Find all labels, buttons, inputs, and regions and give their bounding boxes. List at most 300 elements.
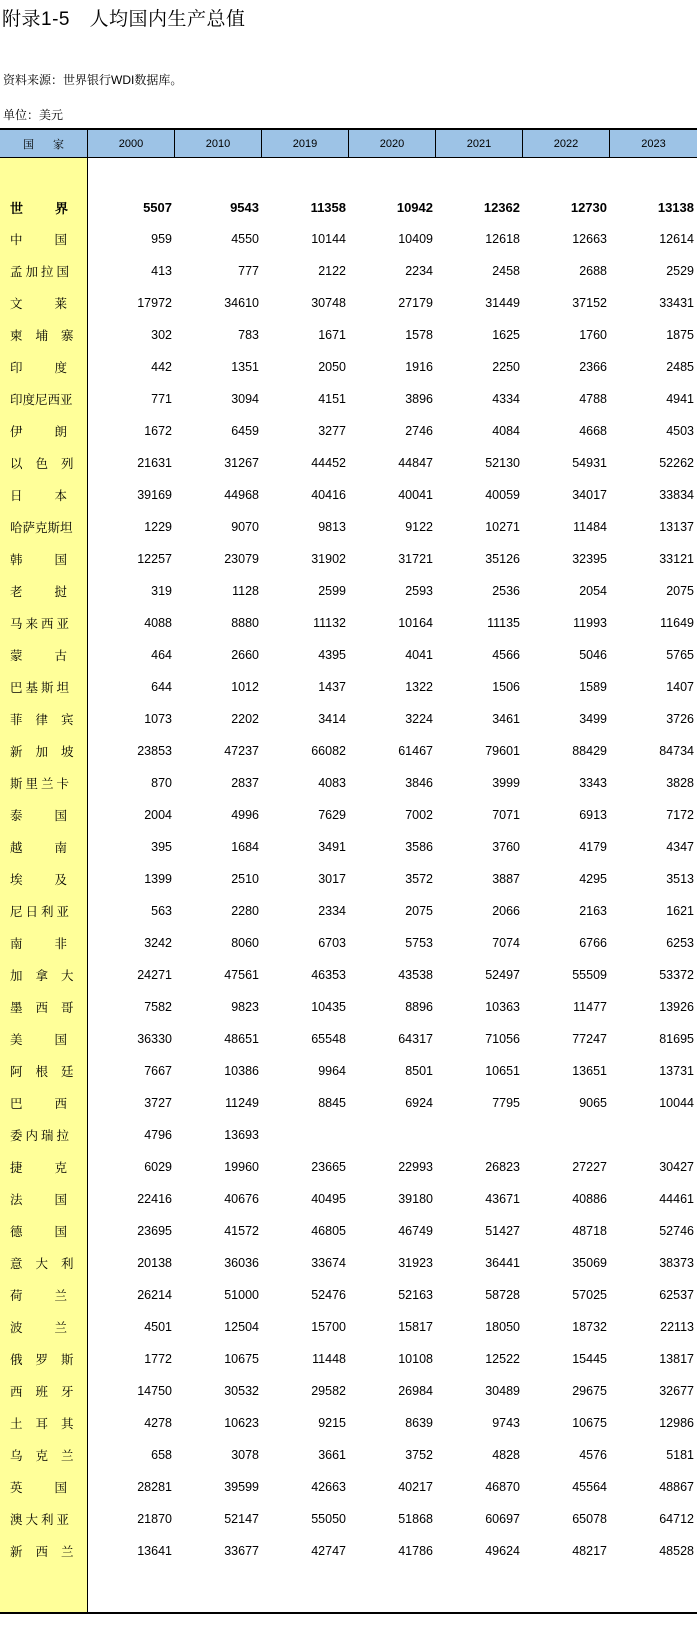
gdp-value-cell: 4996: [231, 808, 259, 822]
header-year: 2020: [349, 130, 436, 157]
gdp-value-cell: 31267: [224, 456, 259, 470]
gdp-value-cell: 30532: [224, 1384, 259, 1398]
table-row: [0, 1247, 697, 1279]
page-title: 附录1-5 人均国内生产总值: [2, 9, 246, 30]
gdp-value-cell: 1589: [579, 680, 607, 694]
gdp-value-cell: 783: [238, 328, 259, 342]
gdp-value-cell: 1351: [231, 360, 259, 374]
gdp-value-cell: 10651: [485, 1064, 520, 1078]
gdp-value-cell: 3999: [492, 776, 520, 790]
gdp-value-cell: 64317: [398, 1032, 433, 1046]
gdp-value-cell: 12504: [224, 1320, 259, 1334]
gdp-value-cell: 6913: [579, 808, 607, 822]
gdp-value-cell: 7667: [144, 1064, 172, 1078]
country-name: 波兰: [10, 1321, 100, 1335]
table-row: [0, 1151, 697, 1183]
gdp-value-cell: 52163: [398, 1288, 433, 1302]
gdp-value-cell: 2660: [231, 648, 259, 662]
gdp-value-cell: 15817: [398, 1320, 433, 1334]
gdp-value-cell: 7795: [492, 1096, 520, 1110]
gdp-value-cell: 11649: [660, 616, 694, 630]
gdp-value-cell: 10044: [659, 1096, 694, 1110]
country-name: 世界: [10, 200, 101, 216]
gdp-value-cell: 2366: [579, 360, 607, 374]
table-row: [0, 479, 697, 511]
gdp-value-cell: 4179: [579, 840, 607, 854]
table-row: [0, 1535, 697, 1567]
gdp-value-cell: 2529: [666, 264, 694, 278]
gdp-value-cell: 10942: [396, 199, 433, 215]
gdp-value-cell: 33834: [659, 488, 694, 502]
gdp-value-cell: 30489: [485, 1384, 520, 1398]
gdp-value-cell: 39169: [137, 488, 172, 502]
gdp-value-cell: 55509: [572, 968, 607, 982]
gdp-value-cell: 1875: [666, 328, 694, 342]
gdp-value-cell: 88429: [572, 744, 607, 758]
gdp-value-cell: 18050: [485, 1320, 520, 1334]
gdp-value-cell: 48217: [572, 1544, 607, 1558]
gdp-value-cell: 41786: [398, 1544, 433, 1558]
gdp-value-cell: 32677: [659, 1384, 694, 1398]
gdp-value-cell: 1322: [405, 680, 433, 694]
gdp-value-cell: 22113: [660, 1320, 694, 1334]
country-name: 西班牙: [10, 1385, 87, 1399]
table-row: [0, 1503, 697, 1535]
country-name: 意大利: [10, 1257, 87, 1271]
gdp-value-cell: 40059: [485, 488, 520, 502]
table-row: [0, 863, 697, 895]
gdp-value-cell: 870: [151, 776, 172, 790]
gdp-value-cell: 5765: [666, 648, 694, 662]
table-row: [0, 1087, 697, 1119]
gdp-value-cell: 65548: [311, 1032, 346, 1046]
gdp-value-cell: 29675: [572, 1384, 607, 1398]
gdp-value-cell: 7582: [144, 1000, 172, 1014]
gdp-value-cell: 3661: [318, 1448, 346, 1462]
table-row: [0, 1119, 697, 1151]
gdp-value-cell: 2122: [318, 264, 346, 278]
country-name: 英国: [10, 1481, 100, 1495]
gdp-value-cell: 40676: [224, 1192, 259, 1206]
gdp-value-cell: 12522: [485, 1352, 520, 1366]
gdp-value-cell: 3572: [405, 872, 433, 886]
gdp-value-cell: 2066: [492, 904, 520, 918]
gdp-value-cell: 47561: [224, 968, 259, 982]
gdp-per-capita-table: [0, 128, 697, 1567]
country-name: 捷克: [10, 1161, 100, 1175]
gdp-value-cell: 28281: [137, 1480, 172, 1494]
country-name: 澳大利亚: [10, 1513, 73, 1527]
gdp-value-cell: 2510: [231, 872, 259, 886]
table-row: [0, 1311, 697, 1343]
gdp-value-cell: 17972: [137, 296, 172, 310]
gdp-value-cell: 12618: [485, 232, 520, 246]
country-name: 法国: [10, 1193, 100, 1207]
gdp-value-cell: 2004: [144, 808, 172, 822]
gdp-value-cell: 1625: [492, 328, 520, 342]
gdp-value-cell: 10164: [398, 616, 433, 630]
gdp-value-cell: 27227: [572, 1160, 607, 1174]
gdp-value-cell: 3828: [666, 776, 694, 790]
gdp-value-cell: 6924: [405, 1096, 433, 1110]
country-name: 斯里兰卡: [10, 777, 73, 791]
gdp-value-cell: 36330: [137, 1032, 172, 1046]
table-row: [0, 927, 697, 959]
country-name: 蒙古: [10, 649, 100, 663]
gdp-value-cell: 47237: [224, 744, 259, 758]
gdp-value-cell: 13693: [224, 1128, 259, 1142]
gdp-value-cell: 1760: [579, 328, 607, 342]
gdp-value-cell: 6766: [579, 936, 607, 950]
table-row: [0, 1215, 697, 1247]
gdp-value-cell: 319: [151, 584, 172, 598]
gdp-value-cell: 52497: [485, 968, 520, 982]
gdp-value-cell: 3752: [405, 1448, 433, 1462]
gdp-value-cell: 2593: [405, 584, 433, 598]
gdp-value-cell: 2075: [405, 904, 433, 918]
gdp-value-cell: 32395: [572, 552, 607, 566]
table-row: [0, 1343, 697, 1375]
data-source-note: 资料来源：世界银行WDI数据库。: [3, 73, 183, 87]
table-row: [0, 319, 697, 351]
gdp-value-cell: 52130: [485, 456, 520, 470]
gdp-value-cell: 10386: [224, 1064, 259, 1078]
gdp-value-cell: 13641: [137, 1544, 172, 1558]
gdp-value-cell: 1671: [318, 328, 346, 342]
gdp-value-cell: 44461: [659, 1192, 694, 1206]
gdp-value-cell: 18732: [572, 1320, 607, 1334]
table-row: [0, 287, 697, 319]
gdp-value-cell: 2334: [318, 904, 346, 918]
country-name: 韩国: [10, 553, 100, 567]
gdp-value-cell: 771: [151, 392, 172, 406]
gdp-value-cell: 71056: [485, 1032, 520, 1046]
gdp-value-cell: 959: [151, 232, 172, 246]
gdp-value-cell: 3513: [666, 872, 694, 886]
gdp-value-cell: 40041: [398, 488, 433, 502]
country-name: 加拿大: [10, 969, 87, 983]
gdp-value-cell: 3343: [579, 776, 607, 790]
gdp-value-cell: 9122: [405, 520, 433, 534]
gdp-value-cell: 33674: [311, 1256, 346, 1270]
gdp-value-cell: 43671: [485, 1192, 520, 1206]
gdp-value-cell: 33121: [659, 552, 694, 566]
gdp-value-cell: 4503: [666, 424, 694, 438]
gdp-value-cell: 20138: [137, 1256, 172, 1270]
table-row: [0, 1375, 697, 1407]
table-row: [0, 1055, 697, 1087]
country-name: 巴西: [10, 1097, 100, 1111]
gdp-value-cell: 37152: [572, 296, 607, 310]
gdp-value-cell: 413: [151, 264, 172, 278]
gdp-value-cell: 563: [151, 904, 172, 918]
table-body: [0, 158, 697, 1567]
gdp-value-cell: 4550: [231, 232, 259, 246]
table-row: [0, 799, 697, 831]
gdp-value-cell: 44968: [224, 488, 259, 502]
gdp-value-cell: 58728: [485, 1288, 520, 1302]
gdp-value-cell: 9743: [492, 1416, 520, 1430]
gdp-value-cell: 62537: [659, 1288, 694, 1302]
gdp-value-cell: 12986: [659, 1416, 694, 1430]
gdp-value-cell: 13926: [659, 1000, 694, 1014]
gdp-value-cell: 54931: [572, 456, 607, 470]
gdp-value-cell: 3499: [579, 712, 607, 726]
gdp-value-cell: 9543: [230, 199, 259, 215]
country-name: 印度尼西亚: [10, 393, 73, 407]
gdp-value-cell: 48867: [659, 1480, 694, 1494]
gdp-value-cell: 29582: [311, 1384, 346, 1398]
gdp-value-cell: 395: [151, 840, 172, 854]
table-row: [0, 447, 697, 479]
country-name: 委内瑞拉: [10, 1129, 73, 1143]
gdp-value-cell: 13651: [572, 1064, 607, 1078]
gdp-value-cell: 46870: [485, 1480, 520, 1494]
gdp-value-cell: 1128: [232, 584, 259, 598]
gdp-value-cell: 14750: [137, 1384, 172, 1398]
gdp-value-cell: 2688: [579, 264, 607, 278]
gdp-value-cell: 4041: [405, 648, 433, 662]
gdp-value-cell: 13138: [657, 199, 694, 215]
table-row: [0, 1439, 697, 1471]
header-year: 2010: [175, 130, 262, 157]
gdp-value-cell: 11358: [310, 199, 346, 215]
gdp-value-cell: 46353: [311, 968, 346, 982]
header-year: 2021: [436, 130, 523, 157]
gdp-value-cell: 42663: [311, 1480, 346, 1494]
gdp-value-cell: 10675: [572, 1416, 607, 1430]
gdp-value-cell: 8639: [405, 1416, 433, 1430]
gdp-value-cell: 644: [151, 680, 172, 694]
country-name: 中国: [10, 233, 100, 247]
gdp-value-cell: 31923: [398, 1256, 433, 1270]
gdp-value-cell: 2280: [231, 904, 259, 918]
country-name: 尼日利亚: [10, 905, 73, 919]
gdp-value-cell: 4334: [492, 392, 520, 406]
gdp-value-cell: 4668: [579, 424, 607, 438]
gdp-value-cell: 2458: [492, 264, 520, 278]
gdp-value-cell: 10675: [224, 1352, 259, 1366]
gdp-value-cell: 23665: [311, 1160, 346, 1174]
gdp-value-cell: 7629: [318, 808, 346, 822]
header-year: 2019: [262, 130, 349, 157]
gdp-value-cell: 52147: [224, 1512, 259, 1526]
gdp-value-cell: 3586: [405, 840, 433, 854]
gdp-value-cell: 12730: [570, 199, 607, 215]
gdp-value-cell: 57025: [572, 1288, 607, 1302]
table-row: [0, 383, 697, 415]
gdp-value-cell: 9215: [318, 1416, 346, 1430]
gdp-value-cell: 51868: [398, 1512, 433, 1526]
gdp-value-cell: 5046: [579, 648, 607, 662]
country-name: 土耳其: [10, 1417, 87, 1431]
gdp-value-cell: 464: [151, 648, 172, 662]
gdp-value-cell: 3896: [405, 392, 433, 406]
header-country: 国 家: [0, 130, 88, 157]
country-name: 日本: [10, 489, 100, 503]
gdp-value-cell: 4295: [579, 872, 607, 886]
gdp-value-cell: 11135: [487, 616, 520, 630]
gdp-value-cell: 1684: [231, 840, 259, 854]
gdp-value-cell: 3242: [144, 936, 172, 950]
gdp-value-cell: 1399: [144, 872, 172, 886]
gdp-value-cell: 19960: [224, 1160, 259, 1174]
gdp-value-cell: 22993: [398, 1160, 433, 1174]
gdp-value-cell: 2599: [318, 584, 346, 598]
gdp-value-cell: 45564: [572, 1480, 607, 1494]
gdp-value-cell: 3491: [318, 840, 346, 854]
table-row: [0, 543, 697, 575]
country-name: 伊朗: [10, 425, 100, 439]
table-row: [0, 351, 697, 383]
gdp-value-cell: 10435: [311, 1000, 346, 1014]
country-name: 哈萨克斯坦: [10, 521, 73, 535]
gdp-value-cell: 34017: [572, 488, 607, 502]
gdp-value-cell: 11132: [313, 616, 346, 630]
table-row: [0, 607, 697, 639]
gdp-value-cell: 7074: [492, 936, 520, 950]
gdp-value-cell: 40495: [311, 1192, 346, 1206]
gdp-value-cell: 12663: [572, 232, 607, 246]
gdp-value-cell: 11249: [225, 1096, 259, 1110]
gdp-value-cell: 4501: [144, 1320, 172, 1334]
gdp-value-cell: 4084: [492, 424, 520, 438]
gdp-value-cell: 11484: [573, 520, 607, 534]
gdp-value-cell: 10363: [485, 1000, 520, 1014]
table-row: [0, 1183, 697, 1215]
gdp-value-cell: 3414: [318, 712, 346, 726]
gdp-value-cell: 77247: [572, 1032, 607, 1046]
gdp-value-cell: 1772: [144, 1352, 172, 1366]
gdp-value-cell: 6029: [144, 1160, 172, 1174]
gdp-value-cell: 4083: [318, 776, 346, 790]
country-name: 以色列: [10, 457, 87, 471]
gdp-value-cell: 5181: [666, 1448, 694, 1462]
gdp-value-cell: 12614: [659, 232, 694, 246]
gdp-value-cell: 24271: [137, 968, 172, 982]
gdp-value-cell: 23853: [137, 744, 172, 758]
country-name: 阿根廷: [10, 1065, 87, 1079]
gdp-value-cell: 12362: [483, 199, 520, 215]
gdp-value-cell: 2075: [666, 584, 694, 598]
gdp-value-cell: 38373: [659, 1256, 694, 1270]
header-year: 2000: [88, 130, 175, 157]
gdp-value-cell: 3277: [318, 424, 346, 438]
gdp-value-cell: 777: [238, 264, 259, 278]
country-name: 德国: [10, 1225, 100, 1239]
gdp-value-cell: 15700: [311, 1320, 346, 1334]
gdp-value-cell: 3461: [492, 712, 520, 726]
gdp-value-cell: 66082: [311, 744, 346, 758]
gdp-value-cell: 42747: [311, 1544, 346, 1558]
gdp-value-cell: 26214: [137, 1288, 172, 1302]
gdp-value-cell: 6459: [231, 424, 259, 438]
gdp-value-cell: 8880: [231, 616, 259, 630]
gdp-value-cell: 3017: [318, 872, 346, 886]
gdp-value-cell: 442: [151, 360, 172, 374]
country-name: 新西兰: [10, 1545, 87, 1559]
gdp-value-cell: 8060: [231, 936, 259, 950]
gdp-value-cell: 1012: [231, 680, 259, 694]
gdp-value-cell: 4347: [666, 840, 694, 854]
gdp-value-cell: 23079: [224, 552, 259, 566]
gdp-value-cell: 3727: [144, 1096, 172, 1110]
gdp-value-cell: 4941: [666, 392, 694, 406]
gdp-value-cell: 3078: [231, 1448, 259, 1462]
gdp-value-cell: 4788: [579, 392, 607, 406]
country-name: 菲律宾: [10, 713, 87, 727]
gdp-value-cell: 48528: [659, 1544, 694, 1558]
gdp-value-cell: 21870: [137, 1512, 172, 1526]
gdp-value-cell: 4278: [144, 1416, 172, 1430]
gdp-value-cell: 9070: [231, 520, 259, 534]
gdp-value-cell: 4828: [492, 1448, 520, 1462]
gdp-value-cell: 2837: [231, 776, 259, 790]
gdp-value-cell: 41572: [224, 1224, 259, 1238]
gdp-value-cell: 2163: [579, 904, 607, 918]
gdp-value-cell: 33677: [224, 1544, 259, 1558]
country-name: 泰国: [10, 809, 100, 823]
gdp-value-cell: 61467: [398, 744, 433, 758]
gdp-value-cell: 9823: [231, 1000, 259, 1014]
gdp-value-cell: 2746: [405, 424, 433, 438]
table-row: [0, 223, 697, 255]
gdp-value-cell: 4151: [318, 392, 346, 406]
table-row: [0, 575, 697, 607]
gdp-value-cell: 1916: [405, 360, 433, 374]
gdp-value-cell: 51000: [224, 1288, 259, 1302]
country-name: 新加坡: [10, 745, 87, 759]
gdp-value-cell: 3224: [405, 712, 433, 726]
gdp-value-cell: 7071: [492, 808, 520, 822]
gdp-value-cell: 64712: [659, 1512, 694, 1526]
gdp-value-cell: 21631: [137, 456, 172, 470]
table-row: [0, 1407, 697, 1439]
country-name: 墨西哥: [10, 1001, 87, 1015]
gdp-value-cell: 4395: [318, 648, 346, 662]
gdp-value-cell: 40217: [398, 1480, 433, 1494]
gdp-value-cell: 1229: [144, 520, 172, 534]
table-row: [0, 1279, 697, 1311]
gdp-value-cell: 30427: [659, 1160, 694, 1174]
table-row: [0, 255, 697, 287]
gdp-value-cell: 2250: [492, 360, 520, 374]
table-row: [0, 703, 697, 735]
gdp-value-cell: 40886: [572, 1192, 607, 1206]
gdp-value-cell: 9065: [579, 1096, 607, 1110]
gdp-value-cell: 60697: [485, 1512, 520, 1526]
gdp-value-cell: 658: [151, 1448, 172, 1462]
gdp-value-cell: 11448: [312, 1352, 346, 1366]
gdp-value-cell: 3094: [231, 392, 259, 406]
gdp-value-cell: 2234: [405, 264, 433, 278]
gdp-value-cell: 5753: [405, 936, 433, 950]
gdp-value-cell: 31902: [311, 552, 346, 566]
gdp-value-cell: 48651: [224, 1032, 259, 1046]
gdp-value-cell: 2536: [492, 584, 520, 598]
gdp-value-cell: 2054: [579, 584, 607, 598]
gdp-value-cell: 2202: [231, 712, 259, 726]
gdp-value-cell: 23695: [137, 1224, 172, 1238]
header-year: 2023: [641, 137, 666, 150]
gdp-value-cell: 13137: [659, 520, 694, 534]
gdp-value-cell: 1672: [144, 424, 172, 438]
gdp-value-cell: 36036: [224, 1256, 259, 1270]
gdp-value-cell: 43538: [398, 968, 433, 982]
gdp-value-cell: 1437: [318, 680, 346, 694]
gdp-value-cell: 2050: [318, 360, 346, 374]
gdp-value-cell: 1578: [405, 328, 433, 342]
